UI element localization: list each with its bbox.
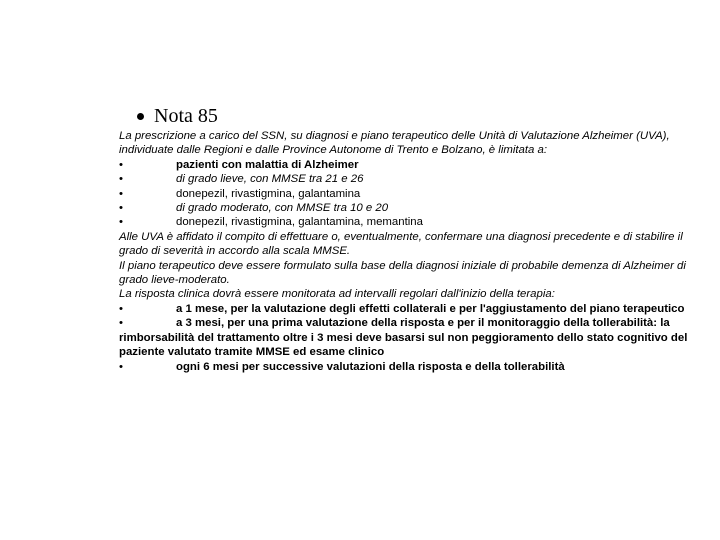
criteria-text: di grado lieve, con MMSE tra 21 e 26 [176, 173, 364, 186]
slide-title: Nota 85 [154, 105, 218, 127]
bullet-icon: • [119, 202, 123, 215]
criteria-item [119, 215, 709, 229]
slide-body [119, 129, 709, 374]
bullet-icon: • [119, 302, 123, 315]
slide-title-row [137, 104, 218, 128]
criteria-item [119, 158, 709, 172]
criteria-item [119, 172, 709, 186]
bullet-icon: • [119, 173, 123, 186]
monitoring-text: a 3 mesi, per una prima valutazione della risposta e per il monitoraggio della tollerabilità: la rimborsabilità del trattamento oltre i 3 mesi deve basarsi sul non peggioramento dello stato cognitivo del paziente valutato tramite MMSE ed esame clinico [119, 317, 688, 359]
bullet-icon: • [119, 158, 123, 171]
criteria-item [119, 201, 709, 215]
monitoring-text: a 1 mese, per la valutazione degli effetti collaterali e per l'aggiustamento del piano terapeutico [176, 302, 685, 315]
monitoring-item [119, 360, 709, 374]
therapy-plan-paragraph: Il piano terapeutico deve essere formulato sulla base della diagnosi iniziale di probabile demenza di Alzheimer di grado lieve-moderato. [119, 259, 686, 287]
intro-paragraph: La prescrizione a carico del SSN, su diagnosi e piano terapeutico delle Unità di Valutazione Alzheimer (UVA), individuate dalle Regioni e dalle Province Autonome di Trento e Bolzano, è limitata a: [119, 130, 670, 157]
bullet-icon: • [119, 317, 123, 330]
criteria-text: donepezil, rivastigmina, galantamina [176, 187, 361, 200]
monitoring-text: ogni 6 mesi per successive valutazioni della risposta e della tollerabilità [176, 360, 565, 373]
criteria-text: di grado moderato, con MMSE tra 10 e 20 [176, 202, 389, 215]
bullet-icon: • [119, 216, 123, 229]
bullet-icon [137, 113, 144, 120]
bullet-icon: • [119, 187, 123, 200]
monitoring-item [119, 302, 709, 316]
criteria-text: donepezil, rivastigmina, galantamina, memantina [176, 216, 423, 229]
uva-role-paragraph: Alle UVA è affidato il compito di effettuare o, eventualmente, confermare una diagnosi precedente e di stabilire il grado di severità in accordo alla scala MMSE. [119, 230, 683, 258]
clinical-response-paragraph: La risposta clinica dovrà essere monitorata ad intervalli regolari dall'inizio della terapia: [119, 288, 555, 301]
criteria-item [119, 187, 709, 201]
criteria-text: pazienti con malattia di Alzheimer [176, 158, 359, 171]
monitoring-item [119, 316, 709, 359]
bullet-icon: • [119, 360, 123, 373]
